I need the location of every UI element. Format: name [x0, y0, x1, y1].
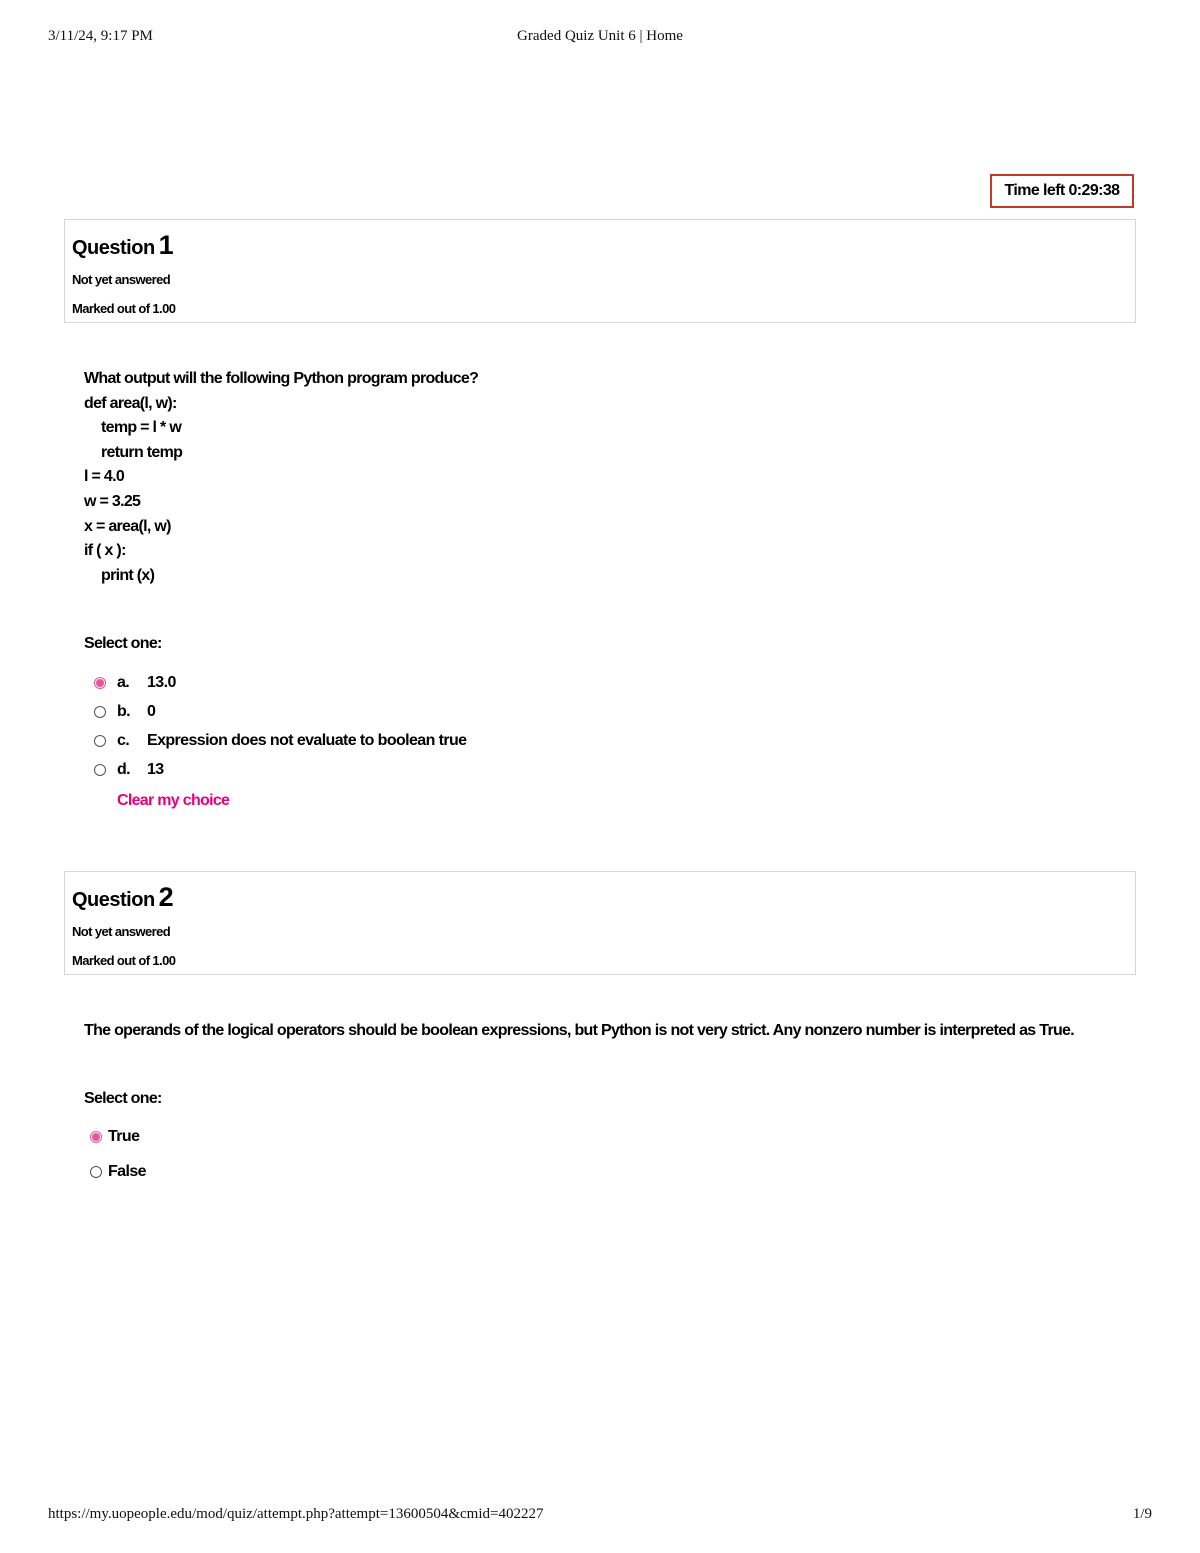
- option-text: Expression does not evaluate to boolean true: [147, 732, 467, 749]
- question-label: Question: [72, 237, 155, 259]
- print-datetime: 3/11/24, 9:17 PM: [48, 28, 153, 44]
- option-text: 13.0: [147, 674, 176, 691]
- question-2-title: [72, 880, 1128, 917]
- time-left-timer: Time left 0:29:38: [990, 174, 1134, 208]
- option-letter: a.: [117, 674, 130, 691]
- option-letter: c.: [117, 732, 130, 749]
- option-text: 13: [147, 761, 164, 778]
- radio-button[interactable]: [94, 735, 106, 747]
- question-label: Question: [72, 889, 155, 911]
- clear-my-choice-link[interactable]: Clear my choice: [117, 792, 230, 809]
- question-state: Not yet answered: [72, 924, 171, 939]
- radio-button[interactable]: [90, 1166, 102, 1178]
- radio-button[interactable]: [90, 1131, 102, 1143]
- radio-button[interactable]: [94, 706, 106, 718]
- answer-option-a[interactable]: [94, 671, 176, 695]
- question-number: 1: [158, 230, 174, 260]
- radio-button[interactable]: [94, 677, 106, 689]
- answer-option-true[interactable]: [90, 1125, 139, 1149]
- option-letter: d.: [117, 761, 131, 778]
- answer-option-c[interactable]: [94, 729, 466, 753]
- option-letter: b.: [117, 703, 131, 720]
- print-footer: [48, 1506, 1152, 1526]
- print-page-title: Graded Quiz Unit 6 | Home: [517, 28, 683, 44]
- code-line: x = area(l, w): [84, 517, 171, 535]
- code-line: l = 4.0: [84, 468, 125, 486]
- print-url: https://my.uopeople.edu/mod/quiz/attempt.php?attempt=13600504&cmid=402227: [48, 1506, 544, 1522]
- question-2-info: [64, 871, 1136, 975]
- select-one-prompt: Select one:: [84, 1090, 162, 1107]
- question-text-line: What output will the following Python program produce?: [84, 370, 479, 387]
- question-grade: Marked out of 1.00: [72, 953, 176, 968]
- code-line: print (x): [101, 566, 155, 584]
- print-header: [48, 28, 1152, 48]
- code-line: temp = l * w: [101, 419, 182, 437]
- code-line: def area(l, w):: [84, 394, 177, 412]
- question-number: 2: [158, 882, 174, 912]
- question-1-info: [64, 219, 1136, 323]
- option-text: 0: [147, 703, 156, 720]
- code-line: return temp: [101, 443, 183, 461]
- code-line: if ( x ):: [84, 542, 126, 560]
- option-text: False: [108, 1163, 146, 1180]
- question-1-text: [84, 367, 1124, 588]
- answer-option-b[interactable]: [94, 700, 155, 724]
- code-line: w = 3.25: [84, 492, 141, 510]
- radio-button[interactable]: [94, 764, 106, 776]
- question-grade: Marked out of 1.00: [72, 301, 176, 316]
- select-one-prompt: Select one:: [84, 635, 162, 652]
- option-text: True: [108, 1128, 140, 1145]
- question-1-title: [72, 228, 1128, 265]
- answer-option-d[interactable]: [94, 758, 164, 782]
- print-page-number: 1/9: [1132, 1506, 1152, 1522]
- question-state: Not yet answered: [72, 272, 171, 287]
- question-2-text: The operands of the logical operators should be boolean expressions, but Python is not very strict. Any nonzero number is interpreted as True.: [84, 1022, 1074, 1039]
- answer-option-false[interactable]: [90, 1160, 146, 1184]
